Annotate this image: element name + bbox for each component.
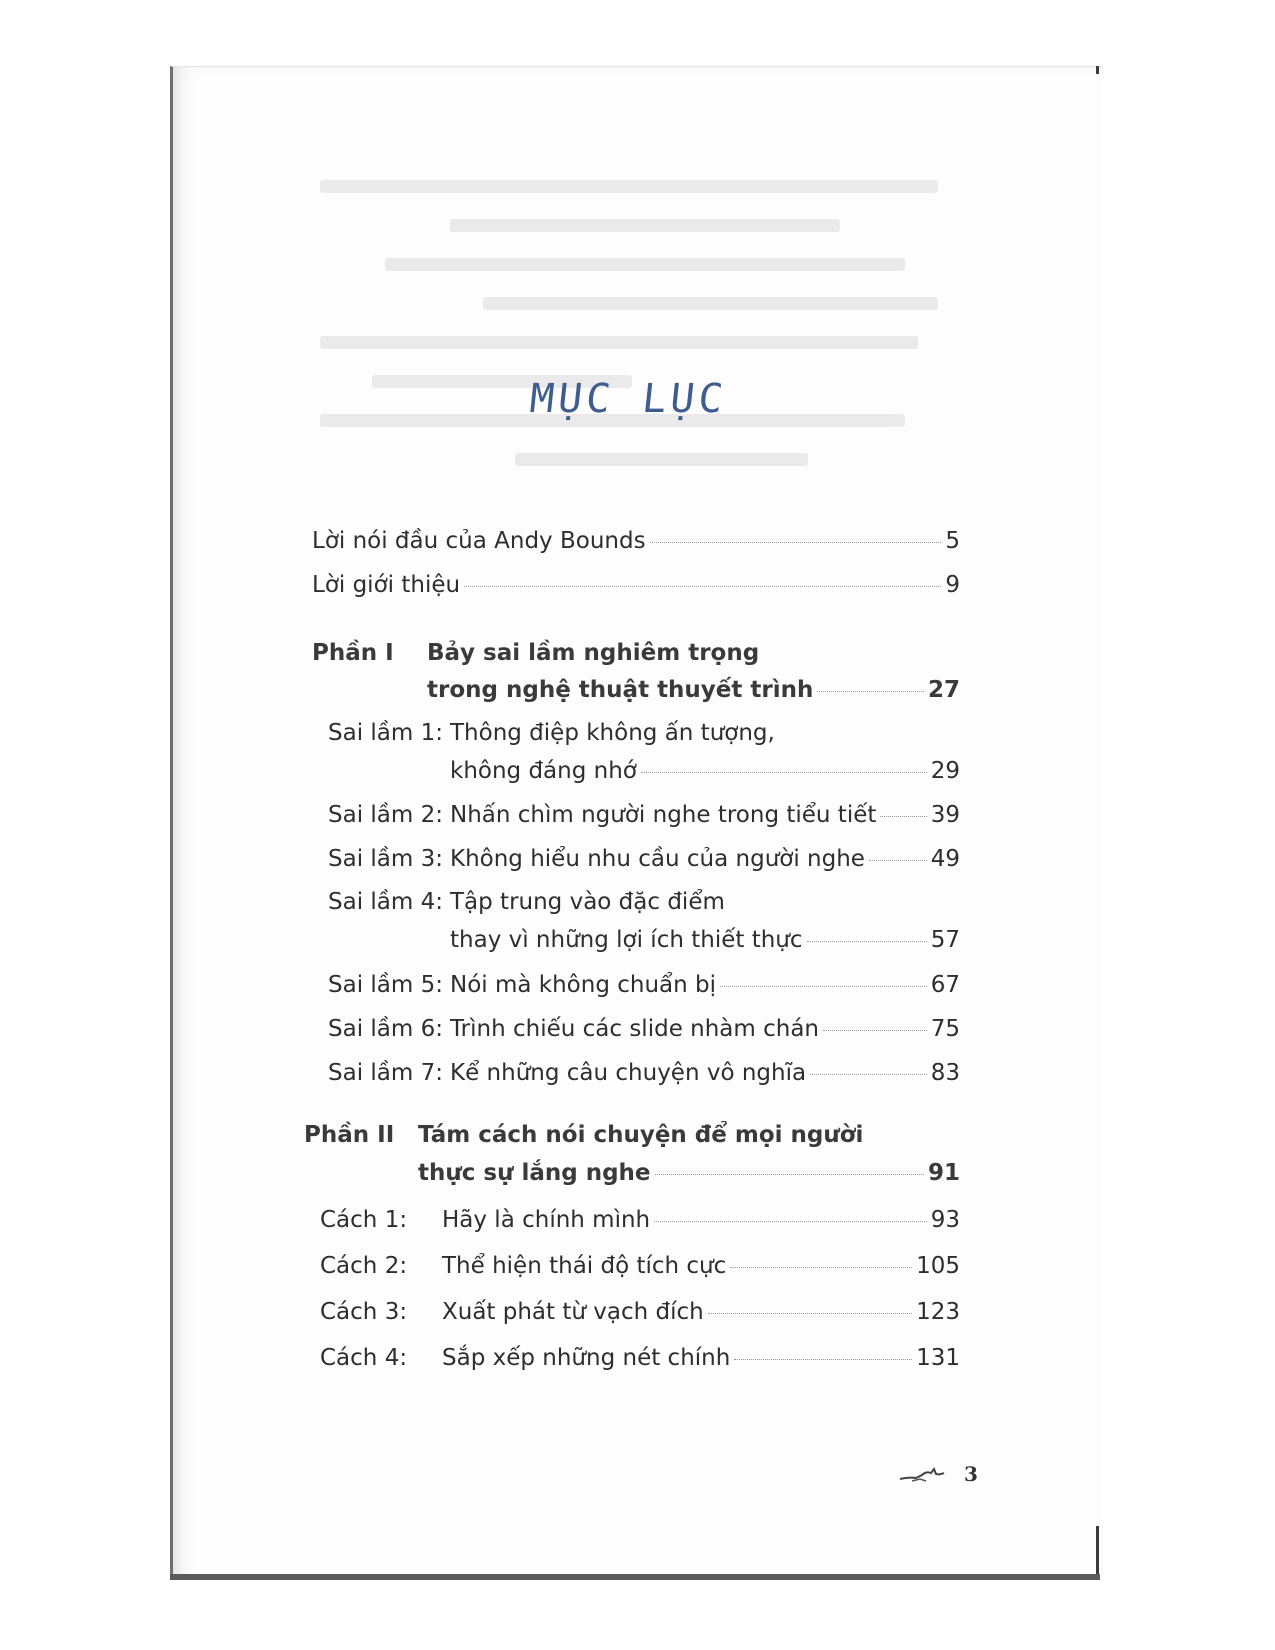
dot-leader xyxy=(641,772,927,773)
item-page: 29 xyxy=(930,758,960,784)
part-page: 27 xyxy=(927,677,960,703)
item-title-line2: thay vì những lợi ích thiết thực xyxy=(450,927,803,953)
item-page: 105 xyxy=(916,1253,960,1279)
toc-item-cach-2[interactable] xyxy=(320,1253,960,1279)
item-title-line1: Thông điệp không ấn tượng, xyxy=(450,720,775,746)
toc-item-sai-lam-3[interactable] xyxy=(328,846,960,872)
item-page: 131 xyxy=(916,1345,960,1371)
item-label: Sai lầm 2: xyxy=(328,802,443,828)
toc-item-sai-lam-6[interactable] xyxy=(328,1016,960,1042)
toc-entry-introduction[interactable] xyxy=(312,572,960,598)
item-page: 49 xyxy=(930,846,960,872)
page-number: 3 xyxy=(964,1462,978,1486)
toc-item-cach-1[interactable] xyxy=(320,1207,960,1233)
toc-part-ii[interactable] xyxy=(418,1160,960,1186)
dot-leader xyxy=(655,1174,924,1175)
entry-page: 5 xyxy=(945,528,960,554)
dot-leader xyxy=(817,691,924,692)
toc-item-cach-4[interactable] xyxy=(320,1345,960,1371)
item-label: Sai lầm 5: xyxy=(328,972,443,998)
item-title: Nhấn chìm người nghe trong tiểu tiết xyxy=(450,802,877,828)
dot-leader xyxy=(869,860,927,861)
item-title: Hãy là chính mình xyxy=(442,1207,651,1233)
item-page: 93 xyxy=(930,1207,960,1233)
item-title: Xuất phát từ vạch đích xyxy=(442,1299,704,1325)
item-label: Cách 2: xyxy=(320,1253,408,1279)
item-label: Sai lầm 7: xyxy=(328,1060,443,1086)
item-title: Kể những câu chuyện vô nghĩa xyxy=(450,1060,807,1086)
item-label: Cách 4: xyxy=(320,1345,408,1371)
item-label: Sai lầm 6: xyxy=(328,1016,443,1042)
toc-item-sai-lam-4[interactable] xyxy=(450,927,960,953)
item-page: 75 xyxy=(930,1016,960,1042)
dot-leader xyxy=(650,542,942,543)
dot-leader xyxy=(880,816,926,817)
dot-leader xyxy=(708,1313,912,1314)
item-label: Sai lầm 1: xyxy=(328,720,443,746)
item-title-line2: không đáng nhớ xyxy=(450,758,637,784)
dot-leader xyxy=(654,1221,927,1222)
item-title: Nói mà không chuẩn bị xyxy=(450,972,717,998)
item-page: 83 xyxy=(930,1060,960,1086)
entry-page: 9 xyxy=(945,572,960,598)
handwritten-title: MỤC LỤC xyxy=(527,376,729,422)
item-title: Trình chiếu các slide nhàm chán xyxy=(450,1016,820,1042)
dot-leader xyxy=(807,941,927,942)
dot-leader xyxy=(464,586,941,587)
part-label: Phần II xyxy=(304,1122,395,1148)
item-label: Sai lầm 3: xyxy=(328,846,443,872)
item-title: Không hiểu nhu cầu của người nghe xyxy=(450,846,865,872)
part-title-line1: Bảy sai lầm nghiêm trọng xyxy=(427,640,760,666)
dot-leader xyxy=(823,1030,927,1031)
part-label: Phần I xyxy=(312,640,394,666)
dot-leader xyxy=(730,1267,912,1268)
footer-ornament-icon xyxy=(898,1463,946,1485)
toc-entry-foreword[interactable] xyxy=(312,528,960,554)
toc-part-i[interactable] xyxy=(427,677,960,703)
item-page: 39 xyxy=(930,802,960,828)
item-label: Sai lầm 4: xyxy=(328,889,443,915)
toc-item-sai-lam-2[interactable] xyxy=(328,802,960,828)
part-page: 91 xyxy=(927,1160,960,1186)
item-page: 67 xyxy=(930,972,960,998)
toc-item-sai-lam-1[interactable] xyxy=(450,758,960,784)
part-title-line1: Tám cách nói chuyện để mọi người xyxy=(418,1122,864,1148)
entry-title: Lời nói đầu của Andy Bounds xyxy=(312,528,646,554)
item-title-line1: Tập trung vào đặc điểm xyxy=(450,889,725,915)
part-title-line2: trong nghệ thuật thuyết trình xyxy=(427,677,814,703)
dot-leader xyxy=(810,1074,927,1075)
item-page: 123 xyxy=(916,1299,960,1325)
part-title-line2: thực sự lắng nghe xyxy=(418,1160,651,1186)
item-page: 57 xyxy=(930,927,960,953)
item-label: Cách 3: xyxy=(320,1299,408,1325)
item-title: Thể hiện thái độ tích cực xyxy=(442,1253,727,1279)
toc-item-sai-lam-7[interactable] xyxy=(328,1060,960,1086)
item-label: Cách 1: xyxy=(320,1207,408,1233)
dot-leader xyxy=(720,986,927,987)
toc-item-sai-lam-5[interactable] xyxy=(328,972,960,998)
toc-item-cach-3[interactable] xyxy=(320,1299,960,1325)
dot-leader xyxy=(734,1359,912,1360)
item-title: Sắp xếp những nét chính xyxy=(442,1345,731,1371)
entry-title: Lời giới thiệu xyxy=(312,572,461,598)
